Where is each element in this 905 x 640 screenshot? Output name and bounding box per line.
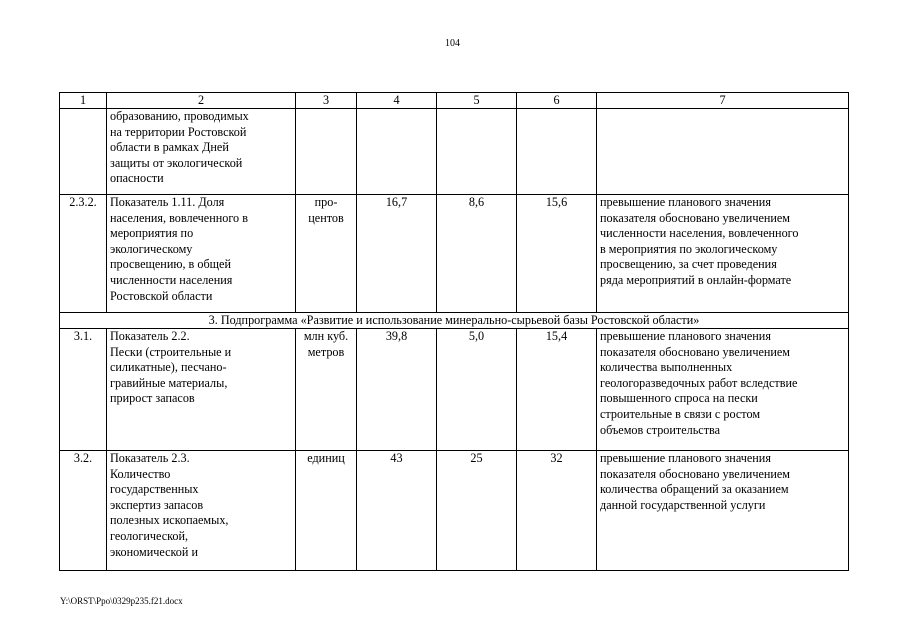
note-cell bbox=[597, 109, 849, 195]
table-row bbox=[60, 451, 849, 571]
indicator-name-cell: Показатель 1.11. Доля населения, вовлеченного в мероприятия по экологическому просвещению, в общей численности населения Ростовской области bbox=[107, 195, 296, 313]
unit-cell: единиц bbox=[296, 451, 357, 571]
row-number-cell: 2.3.2. bbox=[60, 195, 107, 313]
row-number-cell: 3.1. bbox=[60, 329, 107, 451]
indicator-name-cell: Показатель 2.2. Пески (строительные и силикатные), песчано- гравийные материалы, прирост запасов bbox=[107, 329, 296, 451]
value-cell: 16,7 bbox=[357, 195, 437, 313]
unit-cell: про- центов bbox=[296, 195, 357, 313]
column-header: 5 bbox=[437, 93, 517, 109]
note-cell: превышение планового значения показателя обосновано увеличением численности населения, вовлеченного в мероприятия по экологическому просвещению, за счет проведения ряда мероприятий в онлайн-формате bbox=[597, 195, 849, 313]
indicator-name-cell: Показатель 2.3. Количество государственных экспертиз запасов полезных ископаемых, геологической, экономической и bbox=[107, 451, 296, 571]
value-cell: 15,6 bbox=[517, 195, 597, 313]
column-header: 4 bbox=[357, 93, 437, 109]
value-cell: 15,4 bbox=[517, 329, 597, 451]
table-row bbox=[60, 109, 849, 195]
value-cell: 39,8 bbox=[357, 329, 437, 451]
note-cell: превышение планового значения показателя обосновано увеличением количества выполненных геологоразведочных работ вследствие повышенного спроса на пески строительные в связи с ростом объемов строительства bbox=[597, 329, 849, 451]
column-header: 2 bbox=[107, 93, 296, 109]
column-header: 3 bbox=[296, 93, 357, 109]
indicator-name-cell: образованию, проводимых на территории Ростовской области в рамках Дней защиты от экологической опасности bbox=[107, 109, 296, 195]
table-row bbox=[60, 195, 849, 313]
row-number-cell bbox=[60, 109, 107, 195]
value-cell: 25 bbox=[437, 451, 517, 571]
table-row bbox=[60, 329, 849, 451]
page-number: 104 bbox=[445, 38, 460, 49]
note-cell: превышение планового значения показателя обосновано увеличением количества обращений за оказанием данной государственной услуги bbox=[597, 451, 849, 571]
section-row bbox=[60, 313, 849, 329]
value-cell: 5,0 bbox=[437, 329, 517, 451]
column-header: 6 bbox=[517, 93, 597, 109]
value-cell bbox=[357, 109, 437, 195]
column-header: 7 bbox=[597, 93, 849, 109]
unit-cell bbox=[296, 109, 357, 195]
unit-cell: млн куб. метров bbox=[296, 329, 357, 451]
value-cell bbox=[517, 109, 597, 195]
value-cell: 43 bbox=[357, 451, 437, 571]
value-cell bbox=[437, 109, 517, 195]
row-number-cell: 3.2. bbox=[60, 451, 107, 571]
value-cell: 32 bbox=[517, 451, 597, 571]
file-path-footer: Y:\ORST\Ppo\0329p235.f21.docx bbox=[60, 596, 183, 606]
column-header: 1 bbox=[60, 93, 107, 109]
section-title: 3. Подпрограмма «Развитие и использование минерально-сырьевой базы Ростовской области» bbox=[60, 313, 849, 329]
indicators-table bbox=[59, 92, 849, 571]
table-header-row bbox=[60, 93, 849, 109]
value-cell: 8,6 bbox=[437, 195, 517, 313]
